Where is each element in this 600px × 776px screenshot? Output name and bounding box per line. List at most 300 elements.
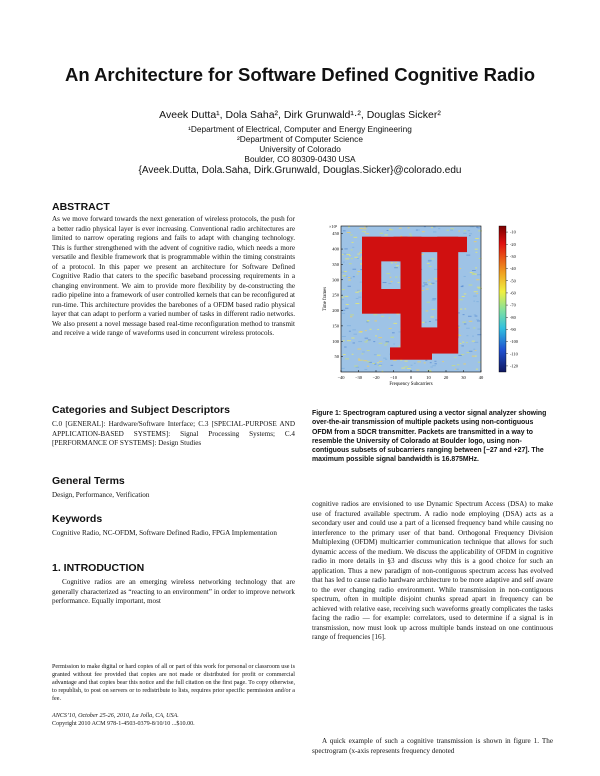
noise-speckle: [459, 268, 461, 269]
noise-speckle: [352, 247, 354, 248]
noise-speckle: [422, 290, 424, 291]
noise-speckle: [359, 228, 362, 229]
noise-speckle: [387, 230, 389, 231]
noise-speckle: [377, 362, 379, 363]
noise-speckle: [470, 226, 473, 227]
colorbar-tick-label: -70: [510, 302, 516, 308]
copyright-line: Copyright 2010 ACM 978-1-4503-0379-8/10/10 ...$10.00.: [52, 721, 195, 727]
noise-speckle: [391, 281, 393, 282]
noise-speckle: [365, 338, 368, 339]
x-tick-label: 0: [409, 375, 413, 380]
noise-speckle: [477, 274, 481, 275]
noise-speckle: [477, 227, 479, 228]
noise-speckle: [350, 314, 354, 315]
noise-speckle: [388, 283, 391, 284]
noise-speckle: [366, 340, 368, 341]
noise-speckle: [363, 228, 367, 229]
noise-speckle: [427, 263, 430, 264]
noise-speckle: [355, 303, 359, 304]
noise-speckle: [461, 345, 464, 346]
author-emails: {Aveek.Dutta, Dola.Saha, Dirk.Grunwald, Douglas.Sicker}@colorado.edu: [138, 165, 462, 176]
colorbar: [499, 226, 506, 372]
noise-speckle: [450, 228, 454, 229]
y-tick-label: 350: [332, 261, 339, 267]
noise-speckle: [431, 309, 435, 310]
noise-speckle: [435, 363, 437, 364]
noise-speckle: [458, 327, 460, 328]
noise-speckle: [472, 270, 476, 271]
affiliation-2: ²Department of Computer Science: [237, 134, 363, 144]
noise-speckle: [411, 365, 413, 366]
noise-speckle: [390, 337, 394, 338]
y-tick-label: 450: [332, 231, 339, 237]
noise-speckle: [433, 299, 436, 300]
noise-speckle: [464, 323, 466, 324]
noise-speckle: [466, 352, 469, 353]
noise-speckle: [469, 233, 472, 234]
paper-title: An Architecture for Software Defined Cognitive Radio: [64, 64, 536, 85]
noise-speckle: [434, 278, 437, 279]
noise-speckle: [347, 232, 351, 233]
noise-speckle: [463, 363, 466, 364]
body-paragraph-2: A quick example of such a cognitive transmission is shown in figure 1. The spectrogram (x-axis represents frequency denoted: [312, 737, 553, 755]
categories-text: C.0 [GENERAL]: Hardware/Software Interface; C.3 [SPECIAL-PURPOSE AND APPLICATION-BASED SYSTEMS]: Signal Processing Systems; C.4 [PERFORMANCE OF SYSTEMS]: Design Studies: [52, 420, 295, 447]
noise-speckle: [348, 277, 350, 278]
noise-speckle: [464, 293, 467, 294]
x-tick-label: −40: [337, 375, 345, 380]
noise-speckle: [351, 249, 353, 250]
noise-speckle: [475, 267, 477, 268]
y-tick-label: 150: [332, 323, 339, 329]
noise-speckle: [348, 280, 351, 281]
affiliation-3: University of Colorado: [259, 144, 341, 154]
noise-speckle: [473, 327, 475, 328]
noise-speckle: [350, 316, 352, 317]
noise-speckle: [470, 272, 473, 273]
noise-speckle: [392, 332, 395, 333]
noise-speckle: [433, 226, 436, 227]
noise-speckle: [385, 343, 388, 344]
noise-speckle: [446, 230, 449, 231]
noise-speckle: [426, 289, 429, 290]
noise-speckle: [365, 369, 368, 370]
noise-speckle: [416, 230, 418, 231]
noise-speckle: [431, 227, 433, 228]
figure-caption: Figure 1: Spectrogram captured using a vector signal analyzer showing over-the-air transmission of multiple packets using non-contiguous OFDM from a SDCR transmitter. Packets are transmitted in a way to resemble the University of Colorado at Boulder logo, using non-contiguous subsets of subcarriers ranging between [−27 and +27]. The maximum possible signal bandwidth is 16.875MHz.: [312, 410, 547, 464]
noise-speckle: [472, 356, 475, 357]
noise-speckle: [427, 302, 431, 303]
logo-u-right: [437, 237, 458, 338]
noise-speckle: [362, 352, 365, 353]
keywords-text: Cognitive Radio, NC-OFDM, Software Defined Radio, FPGA Implementation: [52, 529, 277, 537]
introduction-text: Cognitive radios are an emerging wireless networking technology that are generally characterized as “reacting to an environment” in order to improve network performance. Equally important, most: [52, 578, 295, 605]
keywords-heading: Keywords: [52, 513, 103, 525]
noise-speckle: [344, 347, 346, 348]
noise-speckle: [454, 357, 456, 358]
noise-speckle: [434, 269, 438, 270]
x-tick-label: 10: [426, 375, 431, 380]
x-tick-label: 20: [443, 375, 449, 380]
logo-u-left: [401, 237, 422, 338]
affiliation-4: Boulder, CO 80309-0430 USA: [244, 154, 356, 164]
noise-speckle: [342, 289, 345, 290]
noise-speckle: [469, 235, 471, 236]
noise-speckle: [455, 369, 457, 370]
noise-speckle: [468, 230, 470, 231]
noise-speckle: [367, 350, 370, 351]
noise-speckle: [383, 282, 387, 283]
noise-speckle: [342, 368, 345, 369]
noise-speckle: [366, 226, 368, 227]
noise-speckle: [373, 314, 377, 315]
noise-speckle: [464, 276, 466, 277]
noise-speckle: [452, 365, 456, 366]
noise-speckle: [473, 296, 477, 297]
noise-speckle: [345, 308, 348, 309]
noise-speckle: [385, 359, 387, 360]
general-terms-heading: General Terms: [52, 475, 125, 487]
noise-speckle: [466, 328, 470, 329]
noise-speckle: [469, 285, 473, 286]
noise-speckle: [442, 361, 444, 362]
noise-speckle: [351, 258, 353, 259]
noise-speckle: [344, 275, 346, 276]
noise-speckle: [399, 228, 402, 229]
noise-speckle: [422, 231, 425, 232]
noise-speckle: [466, 335, 468, 336]
noise-speckle: [475, 249, 478, 250]
noise-speckle: [477, 287, 481, 288]
noise-speckle: [342, 254, 344, 255]
noise-speckle: [374, 354, 377, 355]
noise-speckle: [386, 273, 390, 274]
noise-speckle: [472, 336, 474, 337]
affiliation-1: ¹Department of Electrical, Computer and Energy Engineering: [188, 124, 412, 134]
noise-speckle: [346, 254, 350, 255]
y-axis-label: Time frames: [323, 286, 328, 312]
noise-speckle: [345, 296, 349, 297]
noise-speckle: [346, 304, 349, 305]
noise-speckle: [425, 322, 427, 323]
noise-speckle: [372, 363, 374, 364]
noise-speckle: [384, 344, 387, 345]
x-tick-label: 40: [478, 375, 484, 380]
noise-speckle: [358, 341, 362, 342]
noise-speckle: [345, 358, 349, 359]
noise-speckle: [475, 350, 477, 351]
noise-speckle: [345, 258, 349, 259]
noise-speckle: [341, 272, 344, 273]
noise-speckle: [368, 339, 371, 340]
noise-speckle: [367, 366, 369, 367]
noise-speckle: [409, 234, 411, 235]
noise-speckle: [425, 360, 427, 361]
noise-speckle: [389, 229, 393, 230]
logo-u-foot: [390, 347, 432, 359]
y-tick-label: 50: [334, 354, 339, 360]
noise-speckle: [404, 366, 408, 367]
noise-speckle: [475, 316, 478, 317]
noise-speckle: [395, 262, 397, 263]
noise-speckle: [398, 282, 400, 283]
colorbar-tick-label: -110: [510, 351, 518, 357]
noise-speckle: [424, 362, 426, 363]
noise-speckle: [463, 314, 465, 315]
noise-speckle: [353, 342, 355, 343]
colorbar-tick-label: -40: [510, 266, 516, 272]
noise-speckle: [342, 336, 346, 337]
noise-speckle: [414, 363, 416, 364]
noise-speckle: [374, 320, 377, 321]
noise-speckle: [429, 321, 431, 322]
noise-speckle: [359, 331, 362, 332]
noise-speckle: [432, 365, 436, 366]
noise-speckle: [351, 338, 354, 339]
noise-speckle: [462, 342, 464, 343]
noise-speckle: [468, 316, 472, 317]
colorbar-tick-label: -50: [510, 278, 516, 284]
noise-speckle: [450, 230, 453, 231]
noise-speckle: [473, 301, 475, 302]
noise-speckle: [401, 368, 405, 369]
noise-speckle: [463, 233, 466, 234]
noise-speckle: [357, 274, 359, 275]
noise-speckle: [341, 297, 344, 298]
noise-speckle: [389, 328, 392, 329]
y-tick-label: 200: [332, 308, 339, 314]
noise-speckle: [477, 334, 481, 335]
noise-speckle: [343, 230, 346, 231]
noise-speckle: [377, 355, 381, 356]
noise-speckle: [423, 282, 427, 283]
noise-speckle: [356, 298, 359, 299]
introduction-heading: 1. INTRODUCTION: [52, 562, 145, 574]
colorbar-tick-label: -90: [510, 326, 516, 332]
noise-speckle: [475, 274, 477, 275]
noise-speckle: [472, 274, 475, 275]
colorbar-tick-label: -30: [510, 253, 516, 259]
noise-speckle: [382, 371, 384, 372]
noise-speckle: [395, 277, 397, 278]
noise-speckle: [389, 317, 391, 318]
author-list: Aveek Dutta¹, Dola Saha², Dirk Grunwald¹·², Douglas Sicker²: [159, 109, 441, 121]
noise-speckle: [391, 262, 393, 263]
noise-speckle: [476, 279, 479, 280]
noise-speckle: [430, 367, 432, 368]
noise-speckle: [358, 271, 361, 272]
noise-speckle: [408, 227, 410, 228]
noise-speckle: [356, 367, 359, 368]
x-tick-label: 30: [461, 375, 466, 380]
noise-speckle: [428, 283, 432, 284]
noise-speckle: [343, 354, 346, 355]
noise-speckle: [365, 330, 367, 331]
noise-speckle: [357, 258, 359, 259]
noise-speckle: [367, 321, 369, 322]
x-axis-label: Frequency Subcarriers: [389, 382, 433, 387]
y-tick-label: 400: [332, 246, 339, 252]
colorbar-tick-label: -10: [510, 229, 516, 235]
noise-speckle: [410, 235, 412, 236]
noise-speckle: [362, 353, 364, 354]
noise-speckle: [417, 361, 420, 362]
noise-speckle: [364, 341, 367, 342]
spectrogram-chart: [312, 218, 553, 390]
noise-speckle: [342, 299, 344, 300]
noise-speckle: [461, 354, 464, 355]
noise-speckle: [354, 257, 358, 258]
noise-speckle: [358, 360, 361, 361]
noise-speckle: [357, 290, 360, 291]
noise-speckle: [424, 284, 427, 285]
noise-speckle: [396, 265, 399, 266]
noise-speckle: [478, 362, 481, 363]
noise-speckle: [457, 364, 460, 365]
noise-speckle: [355, 292, 358, 293]
noise-speckle: [431, 258, 435, 259]
colorbar-tick-label: -20: [510, 241, 516, 247]
y-tick-label: 300: [332, 277, 339, 283]
noise-speckle: [477, 329, 480, 330]
noise-speckle: [369, 329, 371, 330]
noise-speckle: [354, 366, 358, 367]
noise-speckle: [357, 254, 359, 255]
colorbar-tick-label: -100: [510, 339, 518, 345]
noise-speckle: [416, 370, 419, 371]
noise-speckle: [360, 250, 362, 251]
noise-speckle: [473, 349, 475, 350]
noise-speckle: [342, 313, 345, 314]
noise-speckle: [427, 370, 431, 371]
noise-speckle: [459, 299, 463, 300]
noise-speckle: [404, 361, 407, 362]
y-multiplier-label: ×10³: [329, 224, 338, 229]
noise-speckle: [426, 310, 429, 311]
noise-speckle: [344, 248, 347, 249]
noise-speckle: [383, 358, 386, 359]
noise-speckle: [469, 321, 472, 322]
noise-speckle: [380, 233, 384, 234]
noise-speckle: [362, 231, 365, 232]
noise-speckle: [393, 323, 397, 324]
noise-speckle: [349, 331, 351, 332]
x-tick-label: −10: [389, 375, 398, 380]
noise-speckle: [378, 337, 382, 338]
noise-speckle: [357, 349, 361, 350]
noise-speckle: [347, 340, 351, 341]
noise-speckle: [422, 286, 424, 287]
noise-speckle: [353, 276, 355, 277]
noise-speckle: [352, 242, 354, 243]
y-tick-label: 250: [332, 292, 339, 298]
noise-speckle: [349, 255, 351, 256]
noise-speckle: [464, 308, 466, 309]
noise-speckle: [472, 341, 475, 342]
noise-speckle: [474, 291, 478, 292]
noise-speckle: [343, 253, 346, 254]
noise-speckle: [435, 281, 437, 282]
x-tick-label: −30: [354, 375, 363, 380]
noise-speckle: [462, 296, 465, 297]
noise-speckle: [433, 231, 436, 232]
noise-speckle: [469, 351, 472, 352]
noise-speckle: [476, 369, 478, 370]
noise-speckle: [460, 309, 462, 310]
noise-speckle: [385, 341, 389, 342]
general-terms-text: Design, Performance, Verification: [52, 491, 150, 499]
noise-speckle: [348, 226, 350, 227]
noise-speckle: [354, 334, 357, 335]
noise-speckle: [476, 319, 479, 320]
noise-speckle: [373, 341, 375, 342]
noise-speckle: [358, 359, 360, 360]
noise-speckle: [350, 234, 353, 235]
permission-notice: Permission to make digital or hard copies of all or part of this work for personal or classroom use is granted without fee provided that copies are not made or distributed for profit or commercial advantage and that copies bear this notice and the full citation on the first page. To copy otherwise, to republish, to post on servers or to redistribute to lists, requires prior specific permission and/or a fee.: [52, 664, 295, 703]
noise-speckle: [462, 285, 464, 286]
noise-speckle: [438, 228, 440, 229]
noise-speckle: [363, 360, 367, 361]
noise-speckle: [458, 231, 460, 232]
body-paragraph-1: cognitive radios are envisioned to use Dynamic Spectrum Access (DSA) to make use of fractured available spectrum. A radio node employing (DSA) acts as a secondary user and could use a part of a licensed frequency band while causing no interference to the primary user of that band. Orthogonal Frequency Division Multiplexing (OFDM) multicarrier communication technique that allows for such dynamic access of the medium. We discuss the applicability of OFDM in cognitive radio in more details in §3 and discuss why this is a good choice for such an application. Thus a new paradigm of non-contiguous spectrum access has evolved that has led to cause radio hardware architecture to be more adaptive and self aware to the ever changing radio environment. While transmission in non-contiguous spectrum, often in multiple disjoint chunks spread apart in frequency can be achieved with relative ease, receiving such waveforms greatly complicates the tasks facing the radio — for example: correlators, used to determine if a signal is in transmission, now must look up across multiple bands instead on one continuous range of frequencies [16].: [312, 500, 553, 641]
noise-speckle: [352, 329, 356, 330]
noise-speckle: [434, 361, 436, 362]
noise-speckle: [428, 280, 430, 281]
noise-speckle: [375, 335, 377, 336]
noise-speckle: [349, 263, 352, 264]
noise-speckle: [393, 343, 395, 344]
noise-speckle: [474, 241, 477, 242]
noise-speckle: [431, 317, 435, 318]
noise-speckle: [381, 316, 384, 317]
noise-speckle: [393, 360, 396, 361]
noise-speckle: [379, 361, 382, 362]
noise-speckle: [418, 229, 420, 230]
noise-speckle: [362, 360, 364, 361]
noise-speckle: [422, 322, 425, 323]
noise-speckle: [477, 320, 480, 321]
colorbar-tick-label: -60: [510, 290, 516, 296]
noise-speckle: [377, 329, 379, 330]
categories-heading: Categories and Subject Descriptors: [52, 404, 230, 416]
noise-speckle: [400, 236, 402, 237]
noise-speckle: [430, 362, 432, 363]
colorbar-tick-label: -120: [510, 363, 518, 369]
noise-speckle: [475, 252, 477, 253]
spectrogram-figure: [312, 218, 553, 390]
noise-speckle: [474, 314, 476, 315]
noise-speckle: [390, 277, 392, 278]
noise-speckle: [407, 368, 411, 369]
y-tick-label: 100: [332, 338, 339, 344]
noise-speckle: [460, 343, 462, 344]
noise-speckle: [343, 262, 345, 263]
noise-speckle: [466, 255, 470, 256]
noise-speckle: [365, 233, 369, 234]
noise-speckle: [429, 266, 432, 267]
noise-speckle: [391, 365, 394, 366]
noise-speckle: [358, 297, 361, 298]
noise-speckle: [367, 361, 370, 362]
noise-speckle: [354, 237, 358, 238]
noise-speckle: [464, 230, 466, 231]
noise-speckle: [476, 301, 479, 302]
noise-speckle: [348, 286, 351, 287]
noise-speckle: [352, 354, 354, 355]
noise-speckle: [353, 269, 357, 270]
noise-speckle: [379, 365, 382, 366]
venue-line: ANCS’10, October 25-26, 2010, La Jolla, CA, USA.: [52, 713, 179, 719]
colorbar-tick-label: -80: [510, 314, 516, 320]
